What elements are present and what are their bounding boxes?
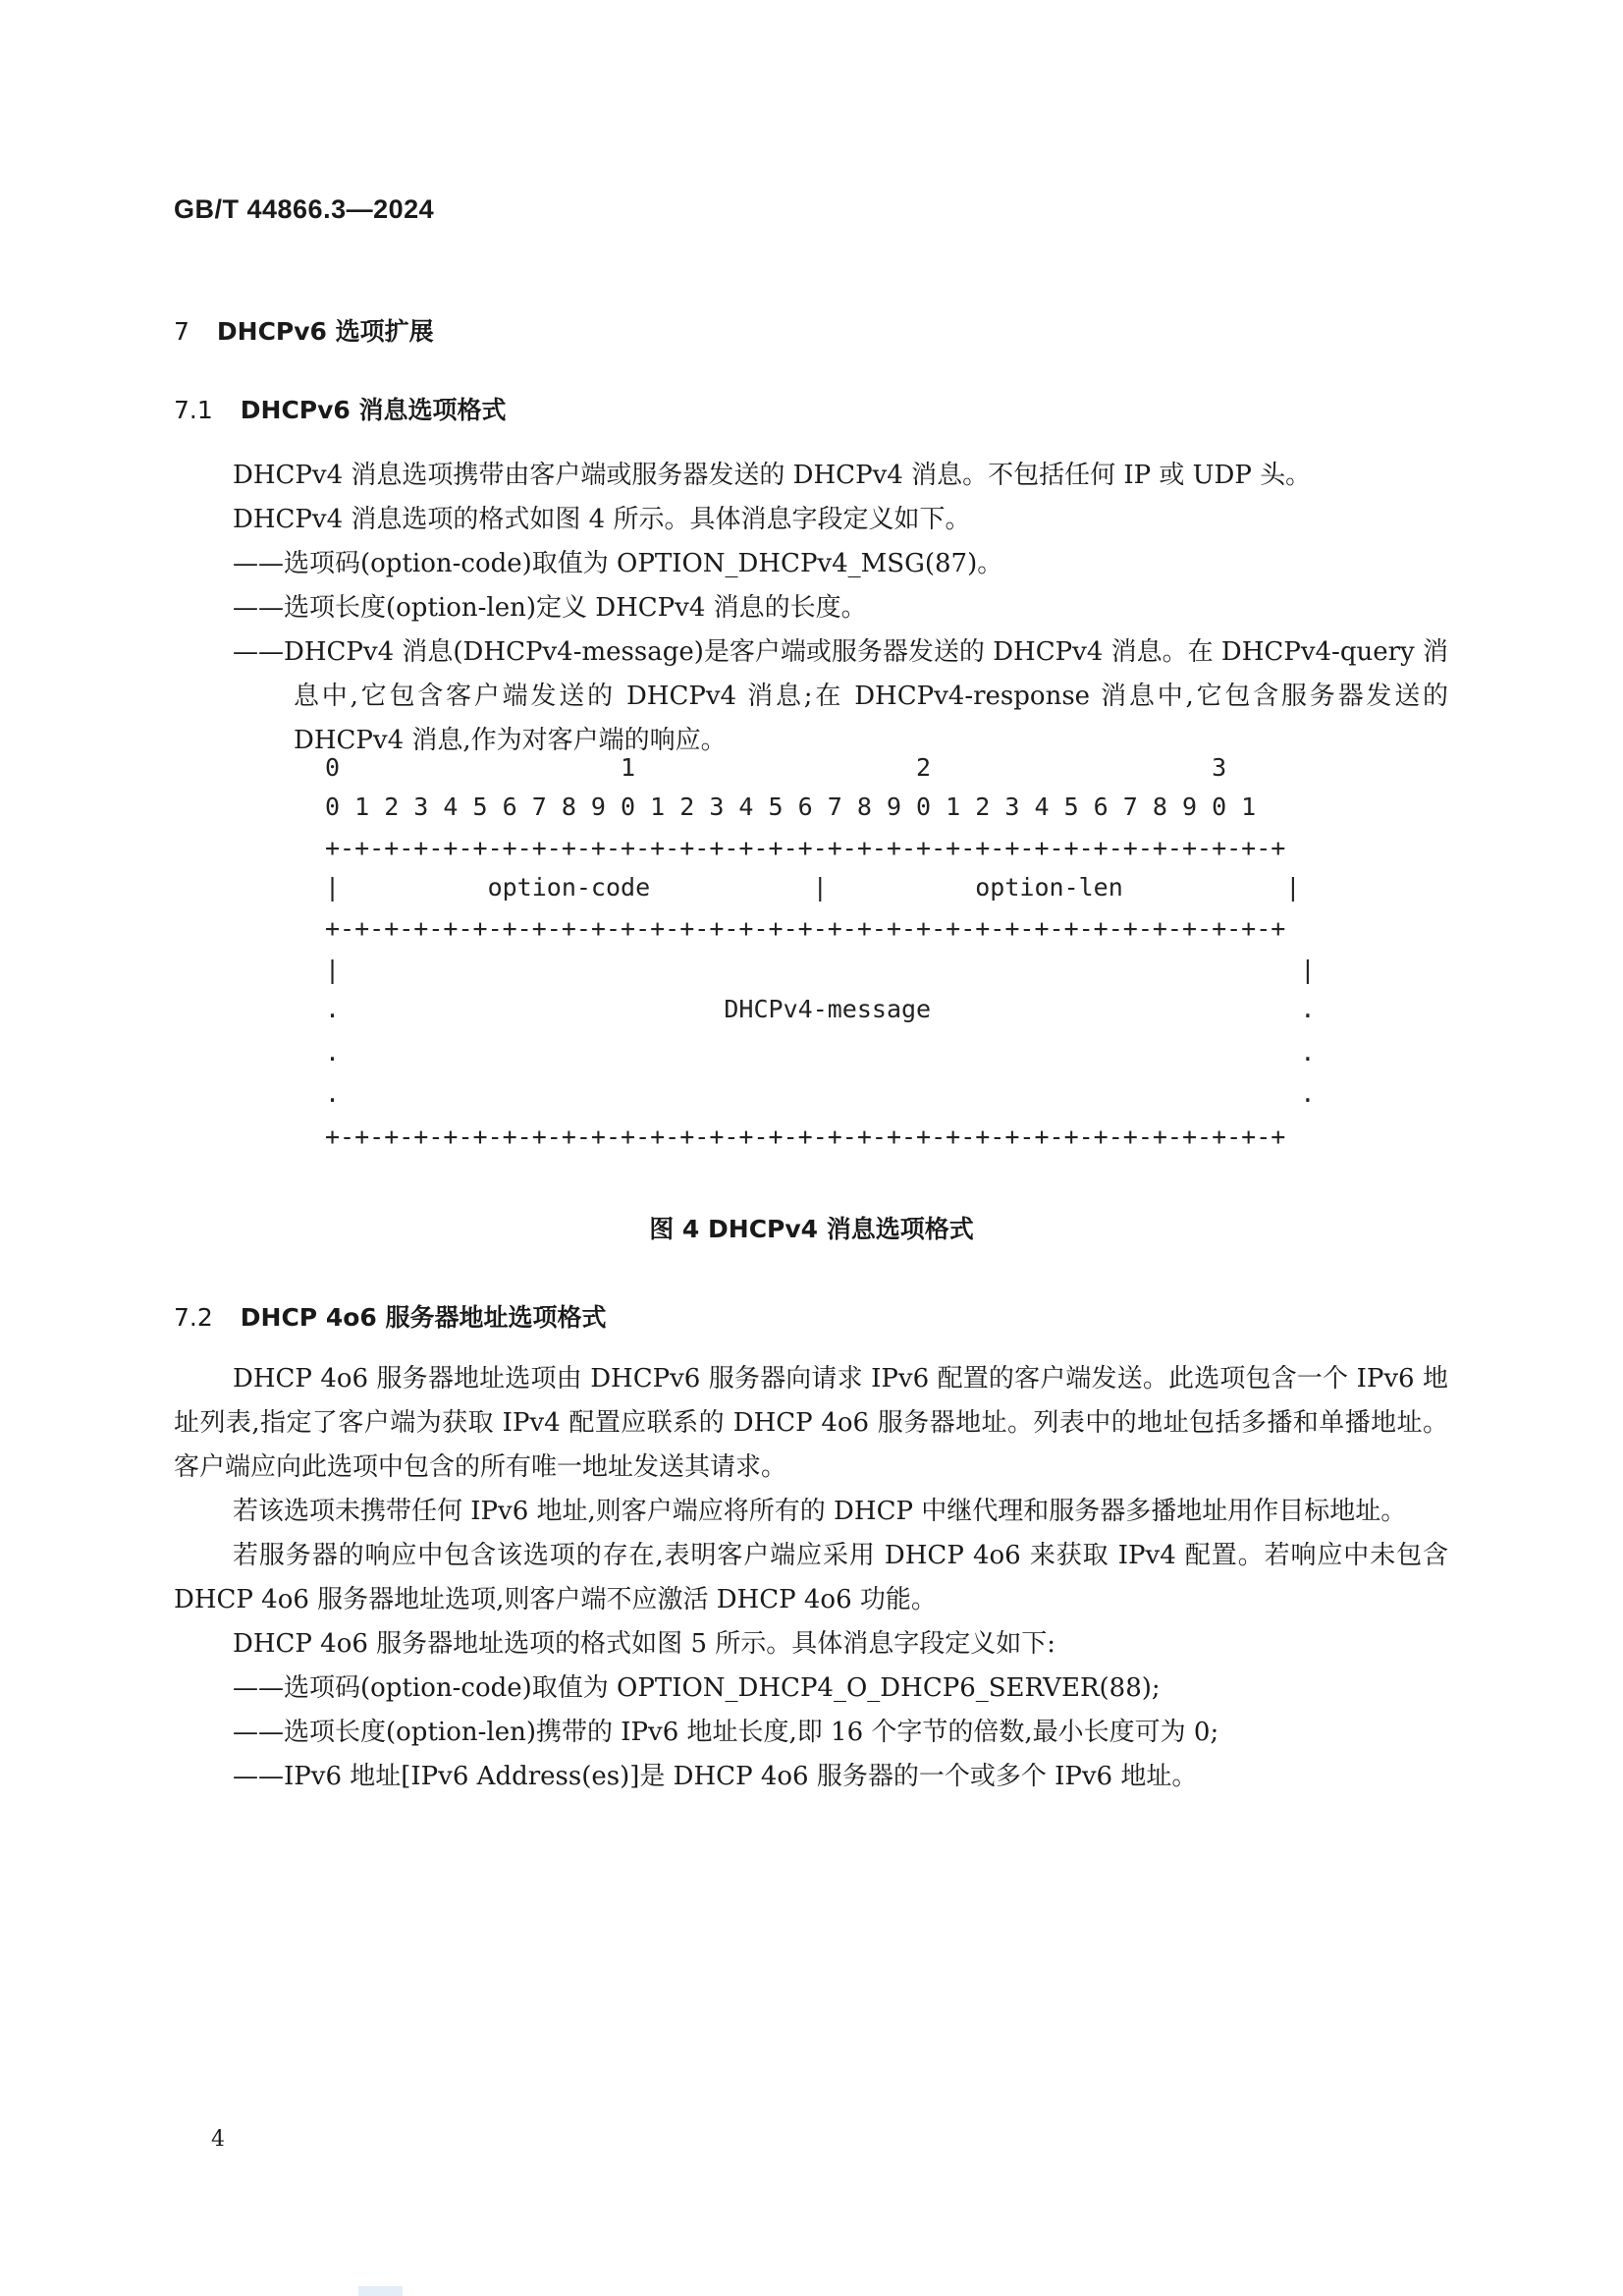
section-7-2-title: DHCP 4o6 服务器地址选项格式 (240, 1303, 607, 1332)
diagram-line: 0 1 2 3 (325, 753, 1227, 782)
paragraph: DHCP 4o6 服务器地址选项的格式如图 5 所示。具体消息字段定义如下: (233, 1629, 1056, 1659)
list-item: ——选项码(option-code)取值为 OPTION_DHCPv4_MSG(87)。 (233, 549, 1003, 578)
section-7-2-heading (174, 1298, 606, 1334)
diagram-line: . . (325, 1079, 1316, 1108)
section-7-2-number: 7.2 (174, 1303, 213, 1332)
paragraph: DHCPv4 消息选项携带由客户端或服务器发送的 DHCPv4 消息。不包括任何 IP 或 UDP 头。 (233, 461, 1312, 490)
list-item: ——选项长度(option-len)携带的 IPv6 地址长度,即 16 个字节的倍数,最小长度可为 0; (233, 1718, 1219, 1747)
paragraph: 若该选项未携带任何 IPv6 地址,则客户端应将所有的 DHCP 中继代理和服务器多播地址用作目标地址。 (233, 1497, 1407, 1526)
diagram-line: +-+-+-+-+-+-+-+-+-+-+-+-+-+-+-+-+-+-+-+-+-+-+-+-+-+-+-+-+-+-+-+-+ (325, 834, 1286, 862)
scan-artifact (358, 2286, 403, 2296)
section-7-2-body (174, 1357, 1448, 1799)
diagram-line: +-+-+-+-+-+-+-+-+-+-+-+-+-+-+-+-+-+-+-+-+-+-+-+-+-+-+-+-+-+-+-+-+ (325, 1122, 1286, 1151)
diagram-line: | option-code | option-len | (325, 873, 1301, 902)
section-7-1-body (174, 454, 1448, 763)
section-7-1-number: 7.1 (174, 396, 213, 424)
diagram-line: 0 1 2 3 4 5 6 7 8 9 0 1 2 3 4 5 6 7 8 9 0 1 2 3 4 5 6 7 8 9 0 1 (325, 793, 1257, 821)
list-item: ——IPv6 地址[IPv6 Address(es)]是 DHCP 4o6 服务器的一个或多个 IPv6 地址。 (233, 1762, 1198, 1791)
diagram-line: +-+-+-+-+-+-+-+-+-+-+-+-+-+-+-+-+-+-+-+-+-+-+-+-+-+-+-+-+-+-+-+-+ (325, 914, 1286, 943)
diagram-line: | | (325, 956, 1316, 984)
list-item: ——DHCPv4 消息(DHCPv4-message)是客户端或服务器发送的 DHCPv4 消息。在 DHCPv4-query 消息中,它包含客户端发送的 DHCPv4 消息;在 DHCPv4-response 消息中,它包含服务器发送的 DHCPv4 消息,作为对客户端的响应。 (233, 637, 1448, 755)
diagram-line: . . (325, 1038, 1316, 1066)
paragraph: DHCP 4o6 服务器地址选项由 DHCPv6 服务器向请求 IPv6 配置的客户端发送。此选项包含一个 IPv6 地址列表,指定了客户端为获取 IPv4 配置应联系的 DHCP 4o6 服务器地址。列表中的地址包括多播和单播地址。客户端应向此选项中包含的所有唯一地址发送其请求。 (174, 1364, 1448, 1482)
paragraph: DHCPv4 消息选项的格式如图 4 所示。具体消息字段定义如下。 (233, 505, 971, 534)
section-7-title: DHCPv6 选项扩展 (216, 317, 434, 346)
section-7-heading (174, 312, 434, 348)
page-number: 4 (211, 2127, 225, 2152)
list-item: ——选项长度(option-len)定义 DHCPv4 消息的长度。 (233, 593, 867, 623)
standard-id: GB/T 44866.3—2024 (174, 194, 435, 224)
section-7-1-title: DHCPv6 消息选项格式 (240, 396, 507, 424)
diagram-line: . DHCPv4-message . (325, 995, 1316, 1023)
paragraph: 若服务器的响应中包含该选项的存在,表明客户端应采用 DHCP 4o6 来获取 IPv4 配置。若响应中未包含 DHCP 4o6 服务器地址选项,则客户端不应激活 DHCP 4o6 功能。 (174, 1541, 1448, 1614)
section-7-1-heading (174, 391, 507, 426)
list-item: ——选项码(option-code)取值为 OPTION_DHCP4_O_DHCP6_SERVER(88); (233, 1673, 1161, 1703)
section-7-number: 7 (174, 317, 189, 346)
figure-4-caption: 图 4 DHCPv4 消息选项格式 (649, 1215, 974, 1243)
